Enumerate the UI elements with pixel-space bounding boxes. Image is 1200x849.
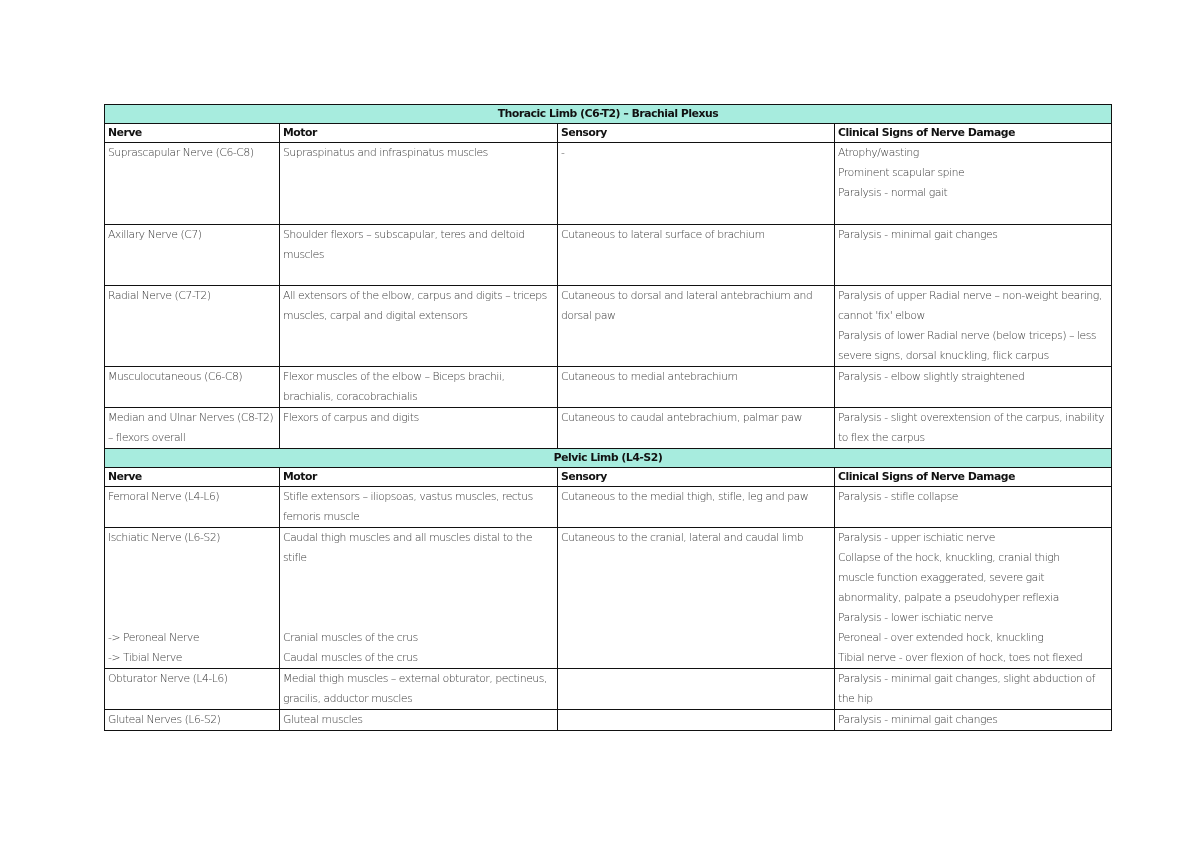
nerve-cell: Femoral Nerve (L4-L6) [105, 487, 280, 528]
clinical-cell: Paralysis - minimal gait changes [835, 710, 1112, 731]
table-row [105, 286, 1112, 367]
nerve-cell [105, 528, 280, 669]
sensory-cell: Cutaneous to the cranial, lateral and caudal limb [558, 528, 835, 669]
motor-cell: Supraspinatus and infraspinatus muscles [280, 143, 558, 225]
clinical-line: Collapse of the hock, knuckling, cranial thigh [838, 551, 1060, 564]
nerve-cell: Radial Nerve (C7-T2) [105, 286, 280, 367]
header-motor: Motor [280, 468, 558, 487]
motor-cell: Flexors of carpus and digits [280, 408, 558, 449]
header-clinical: Clinical Signs of Nerve Damage [835, 124, 1112, 143]
table-row [105, 367, 1112, 408]
nerve-cell: Median and Ulnar Nerves (C8-T2) – flexors overall [105, 408, 280, 449]
sensory-cell [558, 669, 835, 710]
pelvic-section-row [105, 449, 1112, 468]
clinical-line: Paralysis of upper Radial nerve – non-weight bearing, cannot 'fix' elbow [838, 289, 1102, 322]
motor-cell: Shoulder flexors – subscapular, teres and deltoid muscles [280, 225, 558, 286]
header-motor: Motor [280, 124, 558, 143]
sensory-cell: Cutaneous to lateral surface of brachium [558, 225, 835, 286]
pelvic-header-row [105, 468, 1112, 487]
nerve-cell: Suprascapular Nerve (C6-C8) [105, 143, 280, 225]
header-nerve: Nerve [105, 468, 280, 487]
sensory-cell: Cutaneous to the medial thigh, stifle, leg and paw [558, 487, 835, 528]
table-row [105, 408, 1112, 449]
clinical-line: Peroneal - over extended hock, knuckling [838, 631, 1044, 644]
nerve-cell: Gluteal Nerves (L6-S2) [105, 710, 280, 731]
tibial-nerve-label: -> Tibial Nerve [108, 651, 182, 664]
header-sensory: Sensory [558, 124, 835, 143]
nerve-cell: Obturator Nerve (L4-L6) [105, 669, 280, 710]
header-sensory: Sensory [558, 468, 835, 487]
motor-cell [280, 528, 558, 669]
sensory-cell [558, 710, 835, 731]
clinical-cell [835, 143, 1112, 225]
thoracic-section-title: Thoracic Limb (C6-T2) – Brachial Plexus [105, 105, 1112, 124]
table-row [105, 669, 1112, 710]
sensory-cell: - [558, 143, 835, 225]
nerve-table [104, 104, 1112, 731]
clinical-cell [835, 286, 1112, 367]
clinical-cell [835, 528, 1112, 669]
motor-cell: All extensors of the elbow, carpus and digits – triceps muscles, carpal and digital extensors [280, 286, 558, 367]
thoracic-header-row [105, 124, 1112, 143]
ischiatic-motor: Caudal thigh muscles and all muscles distal to the stifle [283, 531, 533, 564]
clinical-line: Prominent scapular spine [838, 166, 965, 179]
pelvic-section-title: Pelvic Limb (L4-S2) [105, 449, 1112, 468]
nerve-cell: Axillary Nerve (C7) [105, 225, 280, 286]
clinical-line: abnormality, palpate a pseudohyper reflexia [838, 591, 1059, 604]
header-nerve: Nerve [105, 124, 280, 143]
table-row [105, 528, 1112, 669]
tibial-motor: Caudal muscles of the crus [283, 651, 418, 664]
clinical-cell: Paralysis - slight overextension of the carpus, inability to flex the carpus [835, 408, 1112, 449]
sensory-cell: Cutaneous to medial antebrachium [558, 367, 835, 408]
table-row [105, 225, 1112, 286]
clinical-line: Paralysis - upper ischiatic nerve [838, 531, 995, 544]
peroneal-nerve-label: -> Peroneal Nerve [108, 631, 200, 644]
ischiatic-nerve-label: Ischiatic Nerve (L6-S2) [108, 531, 221, 544]
table-row [105, 710, 1112, 731]
clinical-line: Paralysis - lower ischiatic nerve [838, 611, 993, 624]
clinical-cell: Paralysis - minimal gait changes [835, 225, 1112, 286]
clinical-line: Paralysis of lower Radial nerve (below triceps) – less severe signs, dorsal knuckling, flick carpus [838, 329, 1097, 362]
nerve-cell: Musculocutaneous (C6-C8) [105, 367, 280, 408]
motor-cell: Stifle extensors – iliopsoas, vastus muscles, rectus femoris muscle [280, 487, 558, 528]
table-row [105, 143, 1112, 225]
motor-cell: Gluteal muscles [280, 710, 558, 731]
motor-cell: Medial thigh muscles – external obturator, pectineus, gracilis, adductor muscles [280, 669, 558, 710]
sensory-cell: Cutaneous to caudal antebrachium, palmar paw [558, 408, 835, 449]
table-row [105, 487, 1112, 528]
motor-cell: Flexor muscles of the elbow – Biceps brachii, brachialis, coracobrachialis [280, 367, 558, 408]
header-clinical: Clinical Signs of Nerve Damage [835, 468, 1112, 487]
sensory-cell: Cutaneous to dorsal and lateral antebrachium and dorsal paw [558, 286, 835, 367]
clinical-cell: Paralysis - elbow slightly straightened [835, 367, 1112, 408]
peroneal-motor: Cranial muscles of the crus [283, 631, 418, 644]
clinical-line: Paralysis - normal gait [838, 186, 948, 199]
clinical-cell: Paralysis - stifle collapse [835, 487, 1112, 528]
thoracic-section-row [105, 105, 1112, 124]
clinical-line: Atrophy/wasting [838, 146, 919, 159]
clinical-line: Tibial nerve - over flexion of hock, toes not flexed [838, 651, 1083, 664]
clinical-cell: Paralysis - minimal gait changes, slight abduction of the hip [835, 669, 1112, 710]
clinical-line: muscle function exaggerated, severe gait [838, 571, 1045, 584]
